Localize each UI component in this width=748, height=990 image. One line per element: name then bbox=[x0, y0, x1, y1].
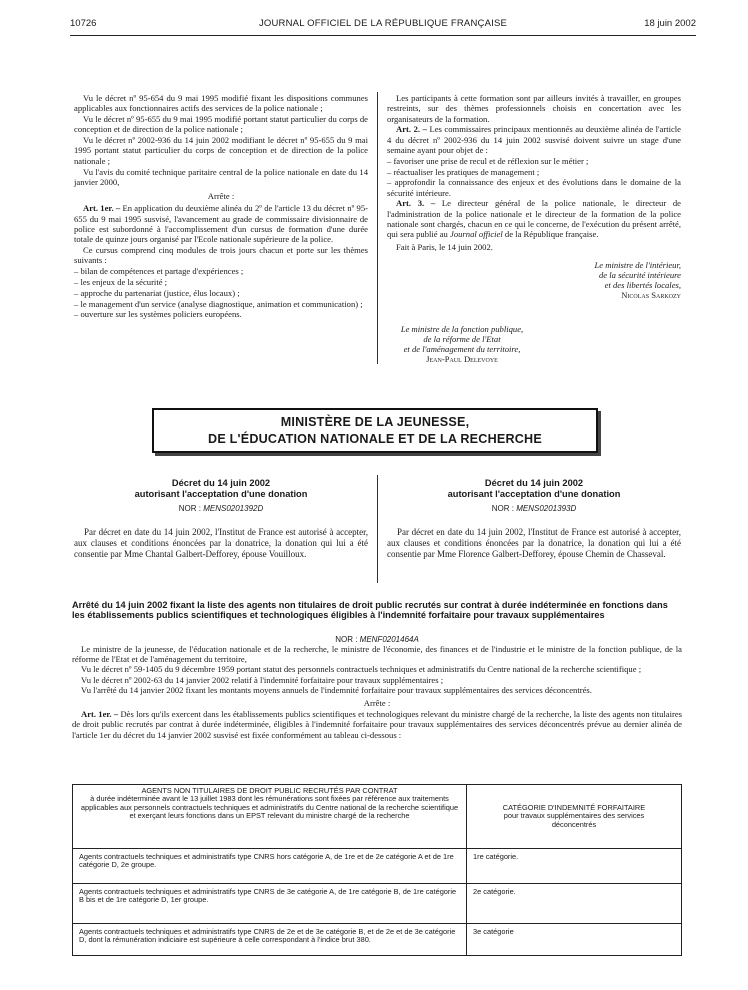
signature-line: de la réforme de l'Etat bbox=[423, 334, 501, 344]
nor-label: NOR : bbox=[335, 635, 358, 644]
article-2-text: Les commissaires principaux mentionnés au deuxième alinéa de l'article 4 du décret nº 2002-936 du 14 juin 2002 susvisé doivent suivre un stage d'une semaine ayant pour objet de : bbox=[387, 124, 681, 155]
visa-paragraph: Vu le décret nº 2002-936 du 14 juin 2002 modifiant le décret nº 95-655 du 9 mai 1995 portant statut particulier du corps de conception et de direction de la police nationale ; bbox=[74, 135, 368, 166]
list-item: – favoriser une prise de recul et de réflexion sur le métier ; bbox=[387, 155, 589, 166]
list-item: – les enjeux de la sécurité ; bbox=[74, 277, 168, 288]
table-header-row bbox=[73, 785, 682, 849]
page-header bbox=[70, 14, 696, 36]
cursus-paragraph: Ce cursus comprend cinq modules de trois jours chacun et porte sur les thèmes suivants : bbox=[74, 245, 368, 266]
indemnity-table bbox=[72, 784, 682, 956]
signatory-name: Jean-Paul Delevoye bbox=[426, 354, 498, 364]
article-2-label: Art. 2. – bbox=[396, 124, 427, 135]
arrete-body bbox=[72, 644, 682, 740]
ministry-line-2: DE L'ÉDUCATION NATIONALE ET DE LA RECHERCHE bbox=[208, 432, 542, 446]
page-number: 10726 bbox=[70, 18, 97, 29]
column-divider bbox=[377, 475, 378, 583]
decree-title: Décret du 14 juin 2002 bbox=[484, 478, 584, 488]
signatory-name: Nicolas Sarkozy bbox=[621, 289, 681, 300]
article-2 bbox=[387, 124, 681, 155]
visa-paragraph: Vu l'arrêté du 14 janvier 2002 fixant les montants moyens annuels de l'indemnité forfaitaire pour travaux supplémentaires des services déconcentrés. bbox=[81, 684, 592, 695]
article-3-text: Le directeur général de la police nationale, le directeur de l'administration de la police nationale et le directeur de la formation de la police nationale sont chargés, chacun en ce qui le concerne, de l'exécution du présent arrêté, qui sera publié au bbox=[387, 198, 681, 240]
category-cell: 3e catégorie bbox=[467, 924, 682, 956]
list-item: – le management d'un service (analyse diagnostique, animation et communication) ; bbox=[74, 298, 363, 309]
article-1-label: Art. 1er. – bbox=[83, 203, 121, 214]
decree-subtitle: autorisant l'acceptation d'une donation bbox=[134, 489, 308, 499]
signature-line: Le ministre de l'intérieur, bbox=[594, 259, 681, 270]
issue-date: 18 juin 2002 bbox=[644, 18, 696, 29]
participants-paragraph: Les participants à cette formation sont par ailleurs invités à travailler, en groupes restreints, sur des thèmes professionnels choisis en concertation avec les organisateurs de la formation. bbox=[387, 93, 681, 124]
table-row bbox=[73, 884, 682, 924]
signature-line: Le ministre de la fonction publique, bbox=[400, 324, 524, 334]
arrete-heading: Arrête : bbox=[363, 698, 391, 709]
decree-body: Par décret en date du 14 juin 2002, l'Institut de France est autorisé à accepter, aux clauses et conditions énoncées par la donatrice, la donation qui lui a été consentie par Mme Chantal Galbert-Defforey, épouse Vouilloux. bbox=[74, 527, 368, 559]
list-item: – approfondir la connaissance des enjeux et des évolutions dans le domaine de la sécurité intérieure. bbox=[387, 177, 681, 198]
article-3 bbox=[387, 198, 681, 239]
left-column bbox=[74, 93, 368, 320]
article-1-text: En application du deuxième alinéa du 2º de l'article 13 du décret nº 95-655 du 9 mai 1995 susvisé, l'avancement au grade de commissaire divisionnaire de police est subordonné à l'accomplissement d'un cursus de formation d'une durée totale de quinze jours organisé par l'Ecole nationale supérieure de la police. bbox=[74, 203, 368, 245]
article-3-text-end: de la République française. bbox=[504, 229, 599, 240]
decree-left bbox=[74, 478, 368, 560]
decree-title: Décret du 14 juin 2002 bbox=[171, 478, 271, 488]
agents-cell: Agents contractuels techniques et administratifs type CNRS hors catégorie A, de 1re et de 2e catégorie A et de 1re catégorie D, 2e groupe. bbox=[73, 849, 467, 884]
nor-code: MENS0201393D bbox=[516, 504, 577, 513]
fait-a-paris: Fait à Paris, le 14 juin 2002. bbox=[396, 241, 493, 252]
nor-reference bbox=[74, 504, 368, 514]
visa-paragraph: Vu le décret nº 95-654 du 9 mai 1995 modifié fixant les dispositions communes applicables aux fonctionnaires actifs des services de la police nationale ; bbox=[74, 93, 368, 114]
arrete-heading: Arrête : bbox=[207, 191, 235, 202]
ministry-line-1: MINISTÈRE DE LA JEUNESSE, bbox=[280, 415, 470, 429]
header-detail: à durée indéterminée avant le 13 juillet 1983 dont les rémunérations sont fixées par référence aux traitements applicables aux personnels contractuels techniques et administratifs du Centre national de la recherche scientifique et exerçant leurs fonctions dans un EPST relevant du ministre chargé de la recherche bbox=[80, 794, 459, 821]
article-3-label: Art. 3. – bbox=[396, 198, 436, 209]
right-column bbox=[387, 93, 681, 300]
table-row bbox=[73, 924, 682, 956]
list-item: – bilan de compétences et partage d'expériences ; bbox=[74, 266, 244, 277]
nor-reference bbox=[387, 504, 681, 514]
ministers-paragraph: Le ministre de la jeunesse, de l'éducation nationale et de la recherche, le ministre de l'économie, des finances et de l'industrie et le ministre de la fonction publique, de la réforme de l'Etat et de l'aménagement du territoire, bbox=[72, 644, 682, 665]
ministry-heading-box bbox=[152, 408, 598, 453]
decree-subtitle: autorisant l'acceptation d'une donation bbox=[447, 489, 621, 499]
nor-label: NOR : bbox=[491, 504, 514, 513]
table-row bbox=[73, 849, 682, 884]
signature-public-service bbox=[372, 324, 552, 364]
nor-code: MENS0201392D bbox=[203, 504, 264, 513]
visa-paragraph: Vu le décret nº 2002-63 du 14 janvier 2002 relatif à l'indemnité forfaitaire pour travaux supplémentaires ; bbox=[81, 674, 444, 685]
decree-right bbox=[387, 478, 681, 560]
nor-code: MENF0201464A bbox=[359, 635, 419, 644]
arrete-title: Arrêté du 14 juin 2002 fixant la liste des agents non titulaires de droit public recrutés sur contrat à durée indéterminée en fonctions dans les établissements publics scientifiques et technologiques éligibles à l'indemnité forfaitaire pour travaux supplémentaires bbox=[72, 600, 668, 621]
table-header-agents bbox=[73, 785, 467, 849]
list-item: – approche du partenariat (justice, élus locaux) ; bbox=[74, 287, 240, 298]
header-lead: AGENTS NON TITULAIRES DE DROIT PUBLIC RECRUTÉS PAR CONTRAT bbox=[141, 786, 398, 795]
article-1 bbox=[72, 709, 682, 740]
agents-cell: Agents contractuels techniques et administratifs type CNRS de 2e et de 3e catégorie B, et de 2e et de 3e catégorie D, dont la rémunération indiciaire est supérieure à celle correspondant à l'indice brut 380. bbox=[73, 924, 467, 956]
category-cell: 2e catégorie. bbox=[467, 884, 682, 924]
visa-paragraph: Vu le décret nº 95-655 du 9 mai 1995 modifié portant statut particulier du corps de conception et de direction de la police nationale ; bbox=[74, 114, 368, 135]
signature-line: et des libertés locales, bbox=[604, 279, 681, 290]
table-header-category: CATÉGORIE D'INDEMNITÉ FORFAITAIRE pour travaux supplémentaires des services déconcentrés bbox=[467, 785, 682, 849]
visa-paragraph: Vu l'avis du comité technique paritaire central de la police nationale en date du 14 janvier 2000, bbox=[74, 166, 368, 187]
article-1-label: Art. 1er. – bbox=[81, 709, 119, 720]
signature-interior bbox=[387, 260, 681, 300]
list-item: – ouverture sur les systèmes policiers européens. bbox=[74, 309, 242, 320]
category-cell: 1re catégorie. bbox=[467, 849, 682, 884]
list-item: – réactualiser les pratiques de management ; bbox=[387, 166, 540, 177]
journal-title: JOURNAL OFFICIEL DE LA RÉPUBLIQUE FRANÇAISE bbox=[258, 18, 508, 29]
article-1 bbox=[74, 203, 368, 244]
signature-line: et de l'aménagement du territoire, bbox=[403, 344, 521, 354]
agents-cell: Agents contractuels techniques et administratifs type CNRS de 3e catégorie A, de 1re catégorie B, de 1re catégorie B bis et de 1re catégorie D, 1er groupe. bbox=[73, 884, 467, 924]
visa-paragraph: Vu le décret nº 59-1405 du 9 décembre 1959 portant statut des personnels contractuels techniques et administratifs du Centre national de la recherche scientifique ; bbox=[81, 664, 642, 675]
signature-line: de la sécurité intérieure bbox=[598, 269, 681, 280]
decree-body: Par décret en date du 14 juin 2002, l'Institut de France est autorisé à accepter, aux clauses et conditions énoncées par la donatrice, la donation qui lui a été consentie par Mme Florence Galbert-Defforey, épouse Chemin de Chasseval. bbox=[387, 527, 681, 559]
journal-name: Journal officiel bbox=[450, 229, 503, 240]
nor-reference bbox=[72, 635, 682, 644]
article-1-text: Dès lors qu'ils exercent dans les établissements publics scientifiques et technologiques relevant du ministre chargé de la recherche, la liste des agents non titulaires de droit public recrutés par contrat à durée indéterminée, éligibles à l'indemnité forfaitaire pour travaux supplémentaires des services déconcentrés prévue au dernier alinéa de l'article 1er du décret du 14 janvier 2002 susvisé est fixée conformément au tableau ci-dessous : bbox=[72, 709, 683, 740]
nor-label: NOR : bbox=[178, 504, 201, 513]
